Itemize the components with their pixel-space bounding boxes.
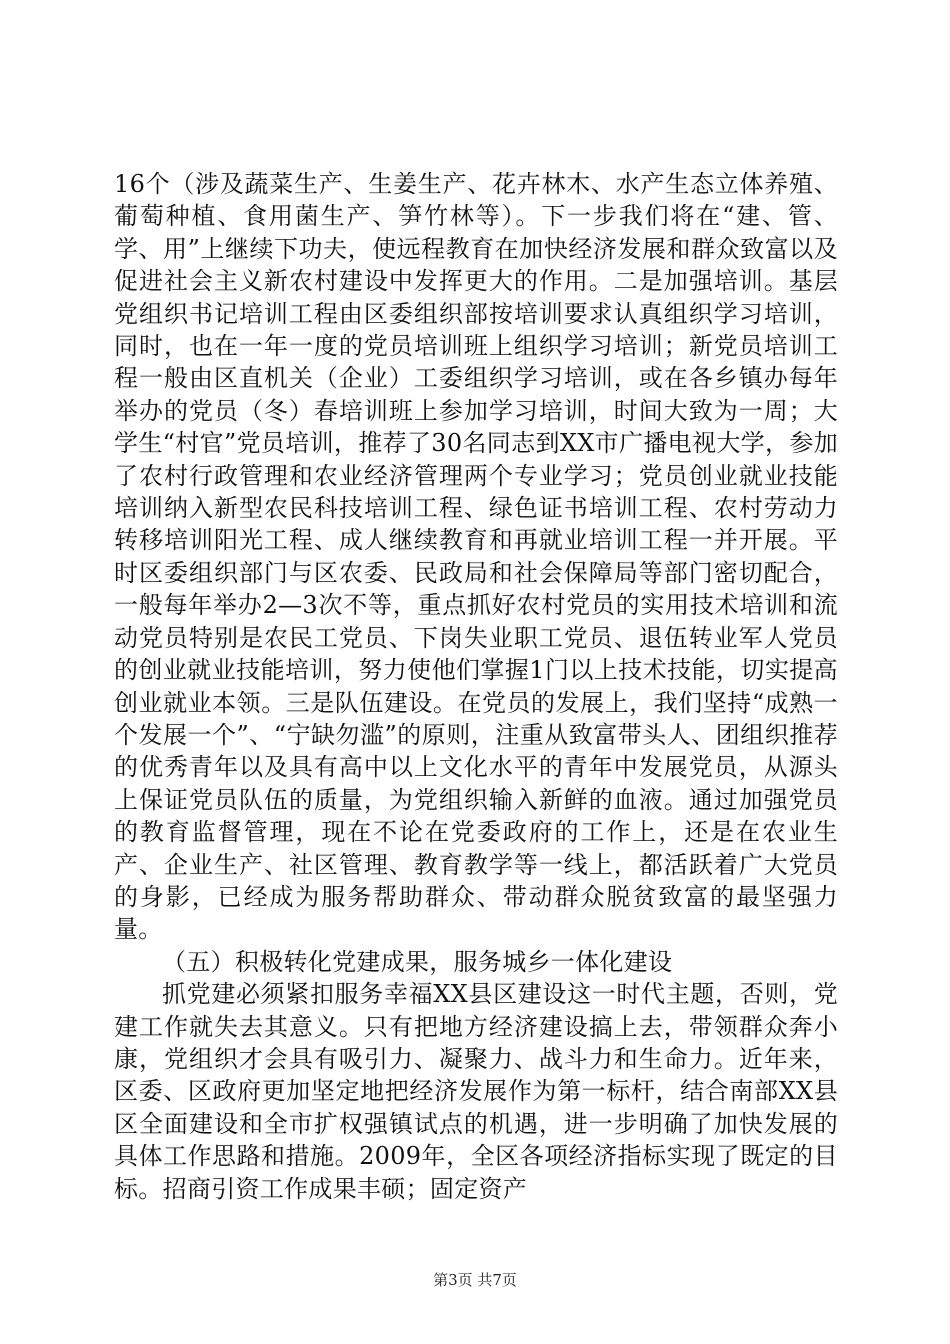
page-number-footer: 第3页 共7页 bbox=[433, 1271, 517, 1289]
body-paragraph-2: 抓党建必须紧扣服务幸福XX县区建设这一时代主题，否则，党建工作就失去其意义。只有把地方经济建设搞上去，带领群众奔小康，党组织才会具有吸引力、凝聚力、战斗力和生命力。近年来，区委、区政府更加坚定地把经济发展作为第一标杆，结合南部XX县区全面建设和全市扩权强镇试点的机遇，进一步明确了加快发展的具体工作思路和措施。2009年，全区各项经济指标实现了既定的目标。招商引资工作成果丰硕；固定资产 bbox=[114, 980, 838, 1203]
section-heading: （五）积极转化党建成果，服务城乡一体化建设 bbox=[162, 947, 673, 976]
document-body bbox=[114, 168, 838, 1205]
body-paragraph-1: 16个（涉及蔬菜生产、生姜生产、花卉林木、水产生态立体养殖、葡萄种植、食用菌生产、笋竹林等）。下一步我们将在“建、管、学、用”上继续下功夫，使远程教育在加快经济发展和群众致富以及促进社会主义新农村建设中发挥更大的作用。二是加强培训。基层党组织书记培训工程由区委组织部按培训要求认真组织学习培训，同时，也在一年一度的党员培训班上组织学习培训；新党员培训工程一般由区直机关（企业）工委组织学习培训，或在各乡镇办每年举办的党员（冬）春培训班上参加学习培训，时间大致为一周；大学生“村官”党员培训，推荐了30名同志到XX市广播电视大学，参加了农村行政管理和农业经济管理两个专业学习；党员创业就业技能培训纳入新型农民科技培训工程、绿色证书培训工程、农村劳动力转移培训阳光工程、成人继续教育和再就业培训工程一并开展。平时区委组织部门与区农委、民政局和社会保障局等部门密切配合，一般每年举办2—3次不等，重点抓好农村党员的实用技术培训和流动党员特别是农民工党员、下岗失业职工党员、退伍转业军人党员的创业就业技能培训，努力使他们掌握1门以上技术技能，切实提高创业就业本领。三是队伍建设。在党员的发展上，我们坚持“成熟一个发展一个”、“宁缺勿滥”的原则，注重从致富带头人、团组织推荐的优秀青年以及具有高中以上文化水平的青年中发展党员，从源头上保证党员队伍的质量，为党组织输入新鲜的血液。通过加强党员的教育监督管理，现在不论在党委政府的工作上，还是在农业生产、企业生产、社区管理、教育教学等一线上，都活跃着广大党员的身影，已经成为服务帮助群众、带动群众脱贫致富的最坚强力量。 bbox=[114, 170, 838, 944]
